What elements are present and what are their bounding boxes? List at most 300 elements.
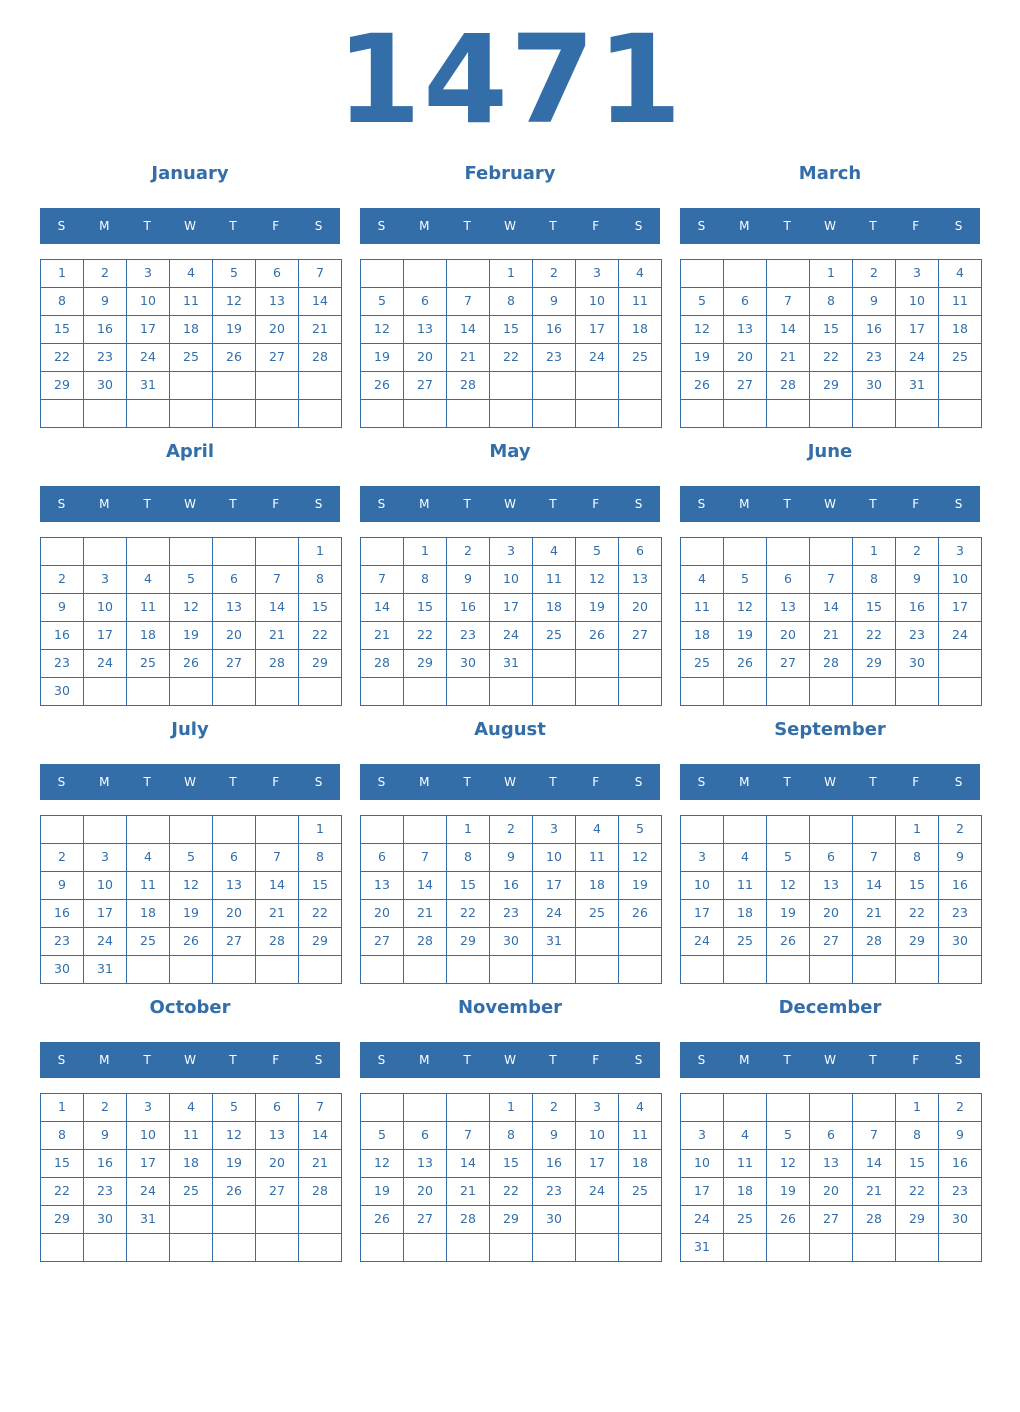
day-cell: 19 [169, 899, 213, 928]
day-cell: 10 [126, 1121, 170, 1150]
day-cell: 27 [766, 649, 810, 678]
day-cell: 8 [489, 287, 533, 316]
day-cell: 19 [169, 621, 213, 650]
weekday-label: T [143, 219, 151, 233]
day-cell: 1 [40, 1093, 84, 1122]
day-cell: 26 [618, 899, 662, 928]
day-cell: 3 [680, 1121, 724, 1150]
day-cell: 3 [575, 259, 619, 288]
month-name: June [807, 441, 853, 462]
day-cell: 5 [618, 815, 662, 844]
day-cell: 29 [40, 371, 84, 400]
day-cell: 1 [809, 259, 853, 288]
weekday-label: F [592, 1053, 600, 1067]
weekday-label: T [463, 1053, 471, 1067]
day-cell: 24 [895, 343, 939, 372]
weekday-label: W [504, 497, 516, 511]
day-cell: 24 [680, 1205, 724, 1234]
day-cell: 1 [852, 537, 896, 566]
day-cell: 15 [40, 315, 84, 344]
day-cell: 15 [403, 593, 447, 622]
weekday-label: S [314, 1053, 323, 1067]
days-grid [680, 537, 981, 706]
empty-day-cell [212, 1233, 256, 1262]
day-cell: 26 [766, 927, 810, 956]
day-cell: 16 [40, 899, 84, 928]
weekday-label: T [463, 775, 471, 789]
empty-day-cell [298, 1205, 342, 1234]
day-cell: 22 [852, 621, 896, 650]
day-cell: 29 [489, 1205, 533, 1234]
day-cell: 11 [938, 287, 982, 316]
day-cell: 16 [895, 593, 939, 622]
day-cell: 18 [532, 593, 576, 622]
day-cell: 23 [532, 343, 576, 372]
day-cell: 24 [126, 1177, 170, 1206]
weekday-label: T [869, 1053, 877, 1067]
days-grid [680, 259, 981, 428]
day-cell: 24 [575, 1177, 619, 1206]
empty-day-cell [403, 955, 447, 984]
empty-day-cell [723, 1093, 767, 1122]
weekday-label: M [419, 775, 430, 789]
day-cell: 7 [852, 843, 896, 872]
empty-day-cell [446, 677, 490, 706]
empty-day-cell [212, 955, 256, 984]
day-cell: 16 [489, 871, 533, 900]
day-cell: 21 [298, 1149, 342, 1178]
day-cell: 15 [489, 315, 533, 344]
weekday-label: M [419, 1053, 430, 1067]
day-cell: 2 [938, 1093, 982, 1122]
day-cell: 10 [83, 593, 127, 622]
day-cell: 29 [298, 649, 342, 678]
day-cell: 16 [446, 593, 490, 622]
day-cell: 13 [255, 1121, 299, 1150]
day-cell: 6 [618, 537, 662, 566]
empty-day-cell [126, 815, 170, 844]
day-cell: 30 [938, 1205, 982, 1234]
day-cell: 14 [298, 1121, 342, 1150]
empty-day-cell [723, 955, 767, 984]
day-cell: 19 [723, 621, 767, 650]
day-cell: 28 [852, 927, 896, 956]
day-cell: 8 [40, 287, 84, 316]
empty-day-cell [489, 1233, 533, 1262]
empty-day-cell [403, 1093, 447, 1122]
day-cell: 29 [852, 649, 896, 678]
empty-day-cell [446, 1093, 490, 1122]
day-cell: 15 [852, 593, 896, 622]
day-cell: 28 [360, 649, 404, 678]
day-cell: 9 [40, 593, 84, 622]
day-cell: 8 [489, 1121, 533, 1150]
empty-day-cell [403, 1233, 447, 1262]
day-cell: 27 [255, 343, 299, 372]
day-cell: 20 [255, 1149, 299, 1178]
weekday-header [680, 764, 980, 800]
day-cell: 24 [532, 899, 576, 928]
weekday-label: W [184, 497, 196, 511]
day-cell: 11 [618, 287, 662, 316]
month-name: February [464, 163, 556, 184]
day-cell: 12 [212, 1121, 256, 1150]
day-cell: 14 [255, 871, 299, 900]
day-cell: 7 [809, 565, 853, 594]
empty-day-cell [83, 1233, 127, 1262]
day-cell: 5 [360, 287, 404, 316]
empty-day-cell [446, 955, 490, 984]
empty-day-cell [895, 955, 939, 984]
day-cell: 30 [532, 1205, 576, 1234]
empty-day-cell [618, 371, 662, 400]
weekday-label: T [783, 775, 791, 789]
day-cell: 12 [680, 315, 724, 344]
day-cell: 3 [83, 843, 127, 872]
weekday-label: W [504, 1053, 516, 1067]
day-cell: 22 [489, 1177, 533, 1206]
day-cell: 9 [83, 1121, 127, 1150]
day-cell: 10 [575, 287, 619, 316]
day-cell: 14 [446, 315, 490, 344]
empty-day-cell [360, 537, 404, 566]
day-cell: 12 [212, 287, 256, 316]
day-cell: 19 [766, 899, 810, 928]
empty-day-cell [40, 537, 84, 566]
day-cell: 13 [403, 1149, 447, 1178]
day-cell: 9 [938, 1121, 982, 1150]
day-cell: 11 [126, 871, 170, 900]
day-cell: 15 [298, 871, 342, 900]
month-name: May [489, 441, 531, 462]
day-cell: 17 [895, 315, 939, 344]
weekday-label: T [549, 775, 557, 789]
empty-day-cell [680, 259, 724, 288]
day-cell: 30 [446, 649, 490, 678]
day-cell: 20 [212, 621, 256, 650]
day-cell: 13 [255, 287, 299, 316]
day-cell: 15 [489, 1149, 533, 1178]
day-cell: 28 [255, 649, 299, 678]
day-cell: 26 [360, 1205, 404, 1234]
day-cell: 23 [938, 899, 982, 928]
day-cell: 17 [680, 899, 724, 928]
days-grid [360, 537, 661, 706]
weekday-header [360, 208, 660, 244]
day-cell: 8 [446, 843, 490, 872]
weekday-label: S [954, 219, 963, 233]
day-cell: 18 [618, 315, 662, 344]
day-cell: 13 [766, 593, 810, 622]
weekday-label: S [697, 497, 706, 511]
day-cell: 5 [212, 1093, 256, 1122]
day-cell: 20 [212, 899, 256, 928]
weekday-label: S [697, 1053, 706, 1067]
day-cell: 21 [403, 899, 447, 928]
empty-day-cell [298, 1233, 342, 1262]
weekday-header [360, 486, 660, 522]
weekday-label: S [377, 219, 386, 233]
day-cell: 12 [575, 565, 619, 594]
empty-day-cell [938, 371, 982, 400]
day-cell: 4 [723, 1121, 767, 1150]
weekday-header [40, 486, 340, 522]
day-cell: 25 [169, 1177, 213, 1206]
empty-day-cell [575, 1205, 619, 1234]
day-cell: 19 [680, 343, 724, 372]
day-cell: 2 [532, 1093, 576, 1122]
day-cell: 13 [212, 593, 256, 622]
day-cell: 6 [360, 843, 404, 872]
weekday-label: F [912, 219, 920, 233]
empty-day-cell [83, 399, 127, 428]
empty-day-cell [618, 1205, 662, 1234]
day-cell: 6 [255, 259, 299, 288]
empty-day-cell [895, 1233, 939, 1262]
weekday-label: S [634, 1053, 643, 1067]
day-cell: 21 [852, 1177, 896, 1206]
day-cell: 2 [938, 815, 982, 844]
day-cell: 27 [255, 1177, 299, 1206]
day-cell: 21 [446, 1177, 490, 1206]
weekday-label: T [549, 219, 557, 233]
day-cell: 16 [532, 315, 576, 344]
day-cell: 17 [83, 621, 127, 650]
day-cell: 13 [809, 1149, 853, 1178]
day-cell: 9 [532, 1121, 576, 1150]
day-cell: 29 [895, 927, 939, 956]
empty-day-cell [40, 1233, 84, 1262]
empty-day-cell [938, 677, 982, 706]
day-cell: 29 [298, 927, 342, 956]
day-cell: 4 [126, 843, 170, 872]
day-cell: 7 [403, 843, 447, 872]
day-cell: 28 [852, 1205, 896, 1234]
empty-day-cell [83, 815, 127, 844]
day-cell: 20 [618, 593, 662, 622]
day-cell: 4 [532, 537, 576, 566]
day-cell: 9 [532, 287, 576, 316]
day-cell: 20 [403, 1177, 447, 1206]
empty-day-cell [809, 1093, 853, 1122]
day-cell: 17 [489, 593, 533, 622]
day-cell: 23 [489, 899, 533, 928]
day-cell: 6 [723, 287, 767, 316]
day-cell: 7 [766, 287, 810, 316]
empty-day-cell [360, 815, 404, 844]
empty-day-cell [169, 677, 213, 706]
weekday-label: F [272, 219, 280, 233]
empty-day-cell [723, 677, 767, 706]
weekday-label: T [463, 497, 471, 511]
empty-day-cell [169, 371, 213, 400]
day-cell: 22 [40, 1177, 84, 1206]
day-cell: 23 [532, 1177, 576, 1206]
day-cell: 19 [575, 593, 619, 622]
day-cell: 28 [446, 1205, 490, 1234]
empty-day-cell [618, 955, 662, 984]
empty-day-cell [532, 1233, 576, 1262]
day-cell: 23 [895, 621, 939, 650]
empty-day-cell [809, 537, 853, 566]
day-cell: 20 [255, 315, 299, 344]
day-cell: 7 [446, 1121, 490, 1150]
day-cell: 18 [618, 1149, 662, 1178]
day-cell: 26 [169, 927, 213, 956]
day-cell: 27 [360, 927, 404, 956]
empty-day-cell [255, 1205, 299, 1234]
day-cell: 13 [723, 315, 767, 344]
day-cell: 10 [938, 565, 982, 594]
day-cell: 26 [766, 1205, 810, 1234]
day-cell: 27 [809, 927, 853, 956]
empty-day-cell [212, 371, 256, 400]
empty-day-cell [360, 1233, 404, 1262]
day-cell: 6 [212, 843, 256, 872]
day-cell: 6 [809, 843, 853, 872]
day-cell: 26 [212, 343, 256, 372]
day-cell: 27 [212, 927, 256, 956]
empty-day-cell [766, 955, 810, 984]
day-cell: 25 [169, 343, 213, 372]
empty-day-cell [766, 537, 810, 566]
day-cell: 28 [809, 649, 853, 678]
weekday-label: S [57, 1053, 66, 1067]
day-cell: 9 [852, 287, 896, 316]
weekday-label: T [229, 1053, 237, 1067]
day-cell: 4 [169, 1093, 213, 1122]
day-cell: 25 [532, 621, 576, 650]
day-cell: 9 [938, 843, 982, 872]
day-cell: 14 [809, 593, 853, 622]
weekday-label: T [463, 219, 471, 233]
day-cell: 11 [169, 287, 213, 316]
empty-day-cell [446, 399, 490, 428]
day-cell: 22 [40, 343, 84, 372]
day-cell: 8 [298, 565, 342, 594]
empty-day-cell [83, 537, 127, 566]
day-cell: 10 [680, 871, 724, 900]
day-cell: 10 [83, 871, 127, 900]
empty-day-cell [298, 399, 342, 428]
day-cell: 2 [489, 815, 533, 844]
day-cell: 12 [169, 871, 213, 900]
weekday-label: T [229, 497, 237, 511]
weekday-label: S [314, 219, 323, 233]
day-cell: 6 [766, 565, 810, 594]
empty-day-cell [169, 399, 213, 428]
year-title: 1471 [336, 9, 684, 151]
day-cell: 29 [40, 1205, 84, 1234]
day-cell: 28 [766, 371, 810, 400]
day-cell: 11 [169, 1121, 213, 1150]
day-cell: 28 [446, 371, 490, 400]
empty-day-cell [766, 677, 810, 706]
day-cell: 21 [255, 899, 299, 928]
weekday-header [680, 208, 980, 244]
day-cell: 3 [126, 259, 170, 288]
day-cell: 5 [360, 1121, 404, 1150]
day-cell: 11 [680, 593, 724, 622]
day-cell: 7 [298, 259, 342, 288]
day-cell: 30 [852, 371, 896, 400]
weekday-label: F [272, 1053, 280, 1067]
weekday-header [40, 208, 340, 244]
empty-day-cell [126, 537, 170, 566]
day-cell: 6 [403, 1121, 447, 1150]
day-cell: 21 [446, 343, 490, 372]
empty-day-cell [40, 399, 84, 428]
weekday-label: T [229, 219, 237, 233]
day-cell: 4 [618, 259, 662, 288]
day-cell: 2 [83, 259, 127, 288]
weekday-header [680, 486, 980, 522]
day-cell: 30 [938, 927, 982, 956]
weekday-label: S [697, 219, 706, 233]
day-cell: 27 [618, 621, 662, 650]
day-cell: 7 [360, 565, 404, 594]
weekday-header [360, 1042, 660, 1078]
day-cell: 12 [723, 593, 767, 622]
day-cell: 25 [575, 899, 619, 928]
day-cell: 18 [169, 315, 213, 344]
day-cell: 21 [255, 621, 299, 650]
weekday-label: M [99, 1053, 110, 1067]
day-cell: 5 [169, 565, 213, 594]
empty-day-cell [255, 371, 299, 400]
day-cell: 26 [212, 1177, 256, 1206]
day-cell: 1 [489, 1093, 533, 1122]
empty-day-cell [298, 677, 342, 706]
day-cell: 29 [403, 649, 447, 678]
weekday-label: S [377, 1053, 386, 1067]
day-cell: 15 [40, 1149, 84, 1178]
day-cell: 8 [895, 843, 939, 872]
weekday-label: F [272, 775, 280, 789]
empty-day-cell [169, 815, 213, 844]
day-cell: 25 [126, 649, 170, 678]
weekday-label: M [739, 219, 750, 233]
empty-day-cell [766, 815, 810, 844]
day-cell: 25 [618, 343, 662, 372]
day-cell: 16 [83, 315, 127, 344]
day-cell: 17 [680, 1177, 724, 1206]
day-cell: 2 [446, 537, 490, 566]
day-cell: 31 [895, 371, 939, 400]
day-cell: 2 [852, 259, 896, 288]
empty-day-cell [360, 955, 404, 984]
weekday-header [40, 764, 340, 800]
empty-day-cell [766, 1093, 810, 1122]
month-name: December [778, 997, 882, 1018]
day-cell: 27 [723, 371, 767, 400]
empty-day-cell [255, 399, 299, 428]
day-cell: 28 [255, 927, 299, 956]
empty-day-cell [126, 1233, 170, 1262]
day-cell: 10 [489, 565, 533, 594]
day-cell: 31 [126, 1205, 170, 1234]
empty-day-cell [126, 399, 170, 428]
empty-day-cell [723, 537, 767, 566]
day-cell: 1 [298, 815, 342, 844]
empty-day-cell [212, 677, 256, 706]
month-name: July [171, 719, 209, 740]
day-cell: 31 [83, 955, 127, 984]
empty-day-cell [723, 259, 767, 288]
weekday-label: W [184, 1053, 196, 1067]
day-cell: 7 [255, 843, 299, 872]
day-cell: 26 [723, 649, 767, 678]
